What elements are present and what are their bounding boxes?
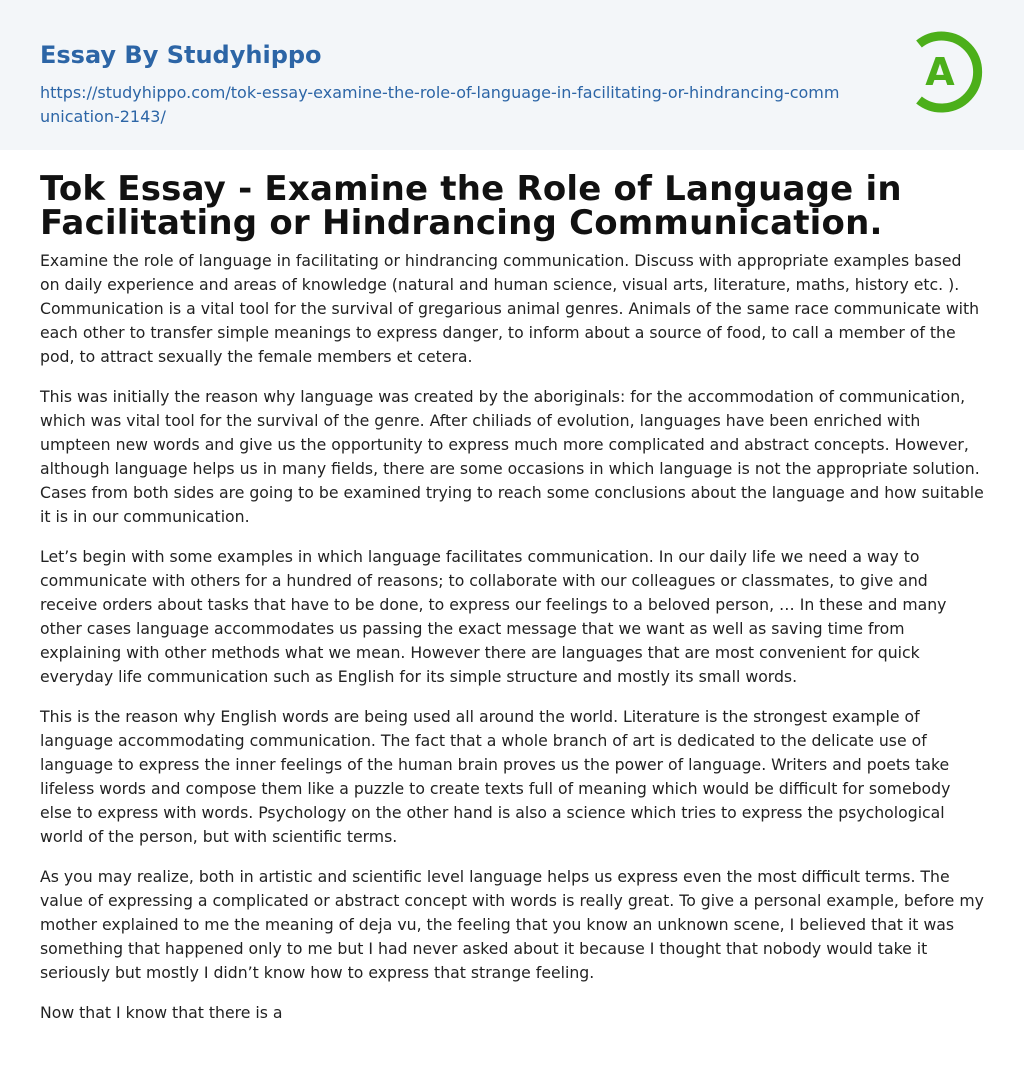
article-paragraph-3: Let’s begin with some examples in which language facilitates communication. In our daily life we need a way to communicate with others for a hundred of reasons; to collaborate with our colleagues or classmates, to give and receive orders about tasks that have to be done, to express our feelings to a beloved person, … In these and many other cases language accommodates us passing the exact message that we want as well as saving time from explaining with other methods what we mean. However there are languages that are most convenient for quick everyday life communication such as English for its simple structure and mostly its small words. <box>40 547 947 686</box>
article-paragraph-6: Now that I know that there is a <box>40 1003 283 1022</box>
logo-letter: A <box>925 50 955 94</box>
article-paragraph-5: As you may realize, both in artistic and scientific level language helps us express even the most difficult terms. The value of expressing a complicated or abstract concept with words is really great. To give a personal example, before my mother explained to me the meaning of deja vu, the feeling that you know an unknown scene, I believed that it was something that happened only to me but I had never asked about it because I thought that nobody would take it seriously but mostly I didn’t know how to express that strange feeling. <box>40 867 984 982</box>
article-paragraph-1: Examine the role of language in facilitating or hindrancing communication. Discuss with appropriate examples based on daily experience and areas of knowledge (natural and human science, visual arts, literature, maths, history etc. ). Communication is a vital tool for the survival of gregarious animal genres. Animals of the same race communicate with each other to transfer simple meanings to express danger, to inform about a source of food, to call a member of the pod, to attract sexually the female members et cetera. <box>40 251 980 366</box>
article-paragraph-2: This was initially the reason why language was created by the aboriginals: for the accommodation of communication, which was vital tool for the survival of the genre. After chiliads of evolution, languages have been enriched with umpteen new words and give us the opportunity to express much more complicated and abstract concepts. However, although language helps us in many fields, there are some occasions in which language is not the appropriate solution. Cases from both sides are going to be examined trying to reach some conclusions about the language and how suitable it is in our communication. <box>40 387 984 526</box>
article-title: Tok Essay - Examine the Role of Language in Facilitating or Hindrancing Communication. <box>40 169 902 243</box>
page-header <box>0 0 1024 150</box>
source-url-link[interactable]: https://studyhippo.com/tok-essay-examine-the-role-of-language-in-facilitating-or-hindrancing-communication-2143/ <box>40 83 840 126</box>
studyhippo-logo[interactable] <box>906 28 988 116</box>
brand-title: Essay By Studyhippo <box>40 41 322 69</box>
logo-ring-icon <box>906 28 988 116</box>
article-paragraph-4: This is the reason why English words are being used all around the world. Literature is the strongest example of language accommodating communication. The fact that a whole branch of art is dedicated to the delicate use of language to express the inner feelings of the human brain proves us the power of language. Writers and poets take lifeless words and compose them like a puzzle to create texts full of meaning which would be difficult for somebody else to express with words. Psychology on the other hand is also a science which tries to express the psychological world of the person, but with scientific terms. <box>40 707 951 846</box>
article <box>0 169 1024 1025</box>
